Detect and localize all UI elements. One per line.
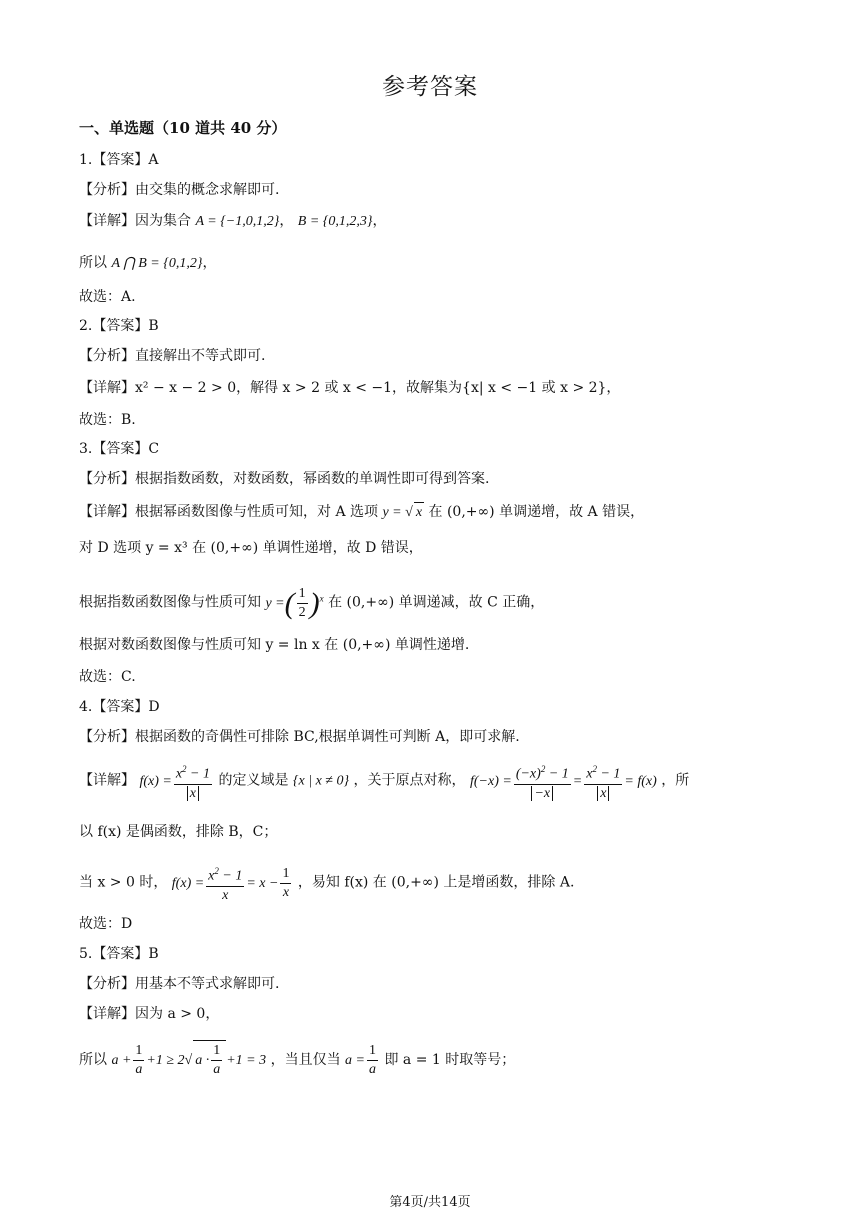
q3-detail-3b: 在 (0,+∞) 单调递减，故 C 正确，	[328, 594, 545, 611]
q5-detail: 【详解】因为 a > 0，	[79, 1006, 220, 1022]
q3-detail-3a: 根据指数函数图像与性质可知	[79, 594, 261, 611]
q5-equality: a = $\frac{1}{a}$	[345, 1043, 376, 1078]
q3-choose: 故选：C.	[79, 669, 136, 685]
q5-detail-2	[79, 1040, 515, 1081]
q4-detail-3b: ，易知 f(x) 在 (0,+∞) 上是增函数，排除 A.	[297, 874, 575, 891]
q4-domain: {x | x ≠ 0}	[292, 773, 350, 789]
q1-sep: ，	[279, 213, 294, 229]
q4-detail-1d: ，所	[661, 772, 690, 789]
q3-answer: 3.【答案】C	[79, 441, 160, 457]
q5-inequality: a + $\frac{1}{a}$ +1 ≥ 2√ a · $\frac{1}{a}$ +1 = 3	[111, 1053, 266, 1068]
q3-sqrt-expr: y = √ x	[382, 505, 424, 520]
q4-f-neg-x: f(−x) = $\frac{(-x)^2 - 1}{-x}$ = $\frac{x^2 - 1}{x}$ = f(x)	[470, 774, 657, 789]
q1-sep2: ，	[372, 213, 387, 229]
q5-analysis: 【分析】用基本不等式求解即可.	[79, 976, 280, 992]
q2-answer: 2.【答案】B	[79, 318, 159, 334]
q4-detail-2: 以 f(x) 是偶函数，排除 B，C；	[79, 824, 278, 840]
q4-detail-3	[79, 862, 574, 905]
q4-detail-1a: 【详解】	[79, 772, 135, 789]
q2-choose: 故选：B.	[79, 412, 136, 428]
q3-detail-3	[79, 578, 544, 624]
q1-conclusion-prefix: 所以	[79, 255, 107, 271]
q4-detail-1	[79, 760, 689, 803]
q4-detail-3a: 当 x > 0 时，	[79, 874, 168, 891]
q4-detail-1b: 的定义域是	[218, 772, 289, 789]
q3-exp-expr: y =( $\frac{1}{2}$ )$^x$	[265, 585, 324, 620]
q1-analysis: 【分析】由交集的概念求解即可.	[79, 182, 280, 198]
q3-detail-1	[79, 502, 644, 523]
q1-choose: 故选：A.	[79, 289, 136, 305]
q1-set-b: B = {0,1,2,3}	[297, 214, 373, 229]
q3-detail-2: 对 D 选项 y = x³ 在 (0,+∞) 单调性递增，故 D 错误，	[79, 540, 423, 556]
q5-detail-2a: 所以	[79, 1052, 107, 1068]
q1-answer: 1.【答案】A	[79, 152, 159, 168]
q1-detail-prefix: 【详解】因为集合	[79, 213, 191, 229]
section-heading: 一、单选题（10 道共 40 分）	[79, 119, 287, 137]
q4-fx-positive: f(x) = $\frac{x^2 - 1}{x}$ = x − $\frac{1}{x}$	[172, 876, 294, 891]
q1-intersection: A ⋂ B = {0,1,2}	[111, 256, 203, 271]
q2-detail: 【详解】x² − x − 2 > 0，解得 x > 2 或 x < −1，故解集为{x| x < −1 或 x > 2}，	[79, 380, 621, 396]
q3-analysis: 【分析】根据指数函数，对数函数，幂函数的单调性即可得到答案.	[79, 471, 490, 487]
q5-detail-2b: ，当且仅当	[270, 1052, 341, 1068]
q1-conclusion	[79, 253, 216, 274]
q4-choose: 故选：D	[79, 916, 133, 932]
q5-answer: 5.【答案】B	[79, 946, 159, 962]
q3-detail-1b: 在 (0,+∞) 单调递增，故 A 错误，	[428, 504, 645, 520]
q1-set-a: A = {−1,0,1,2}	[195, 214, 280, 229]
q3-detail-4: 根据对数函数图像与性质可知 y = ln x 在 (0,+∞) 单调性递增.	[79, 637, 470, 653]
q2-analysis: 【分析】直接解出不等式即可.	[79, 348, 266, 364]
q1-detail	[79, 211, 387, 232]
q3-detail-1a: 【详解】根据幂函数图像与性质可知，对 A 选项	[79, 504, 379, 520]
q4-detail-1c: ，关于原点对称，	[353, 772, 466, 789]
page-footer: 第4页/共14页	[389, 1195, 471, 1210]
q1-conclusion-end: ，	[202, 255, 217, 271]
page-title: 参考答案	[382, 74, 478, 100]
q4-fx-def: f(x) = $\frac{x^2 - 1}{x}$	[139, 774, 214, 789]
q4-answer: 4.【答案】D	[79, 699, 160, 715]
q4-analysis: 【分析】根据函数的奇偶性可排除 BC,根据单调性可判断 A，即可求解.	[79, 729, 520, 745]
q5-detail-2c: 即 a = 1 时取等号；	[384, 1052, 516, 1068]
